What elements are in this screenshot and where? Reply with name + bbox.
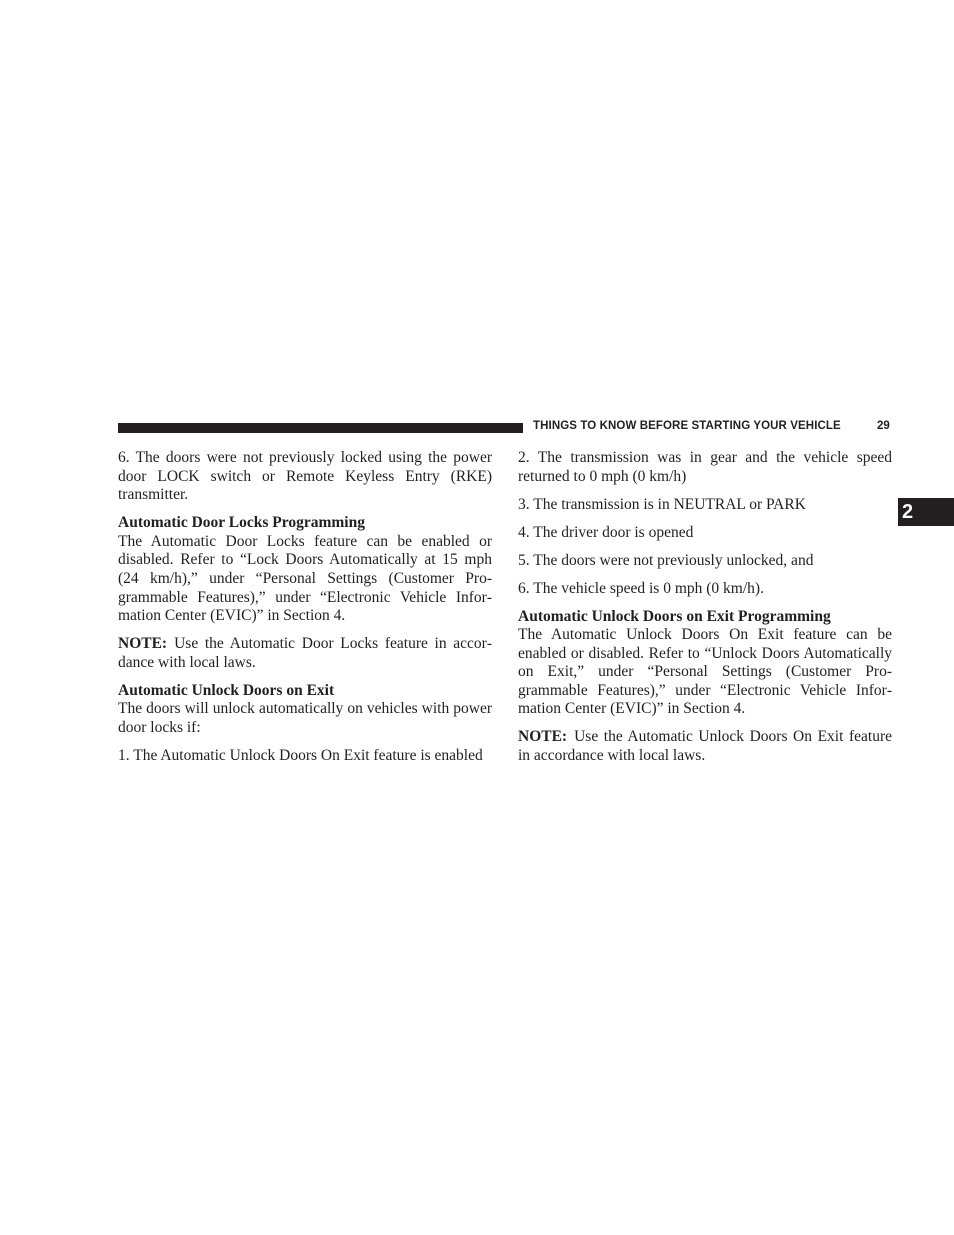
note-door-locks xyxy=(118,635,492,672)
paragraph-unlock-doors-intro: The doors will unlock automatically on vehicles with power door locks if: xyxy=(118,700,492,736)
running-header-title: THINGS TO KNOW BEFORE STARTING YOUR VEHICLE xyxy=(533,420,841,432)
heading-automatic-unlock-doors-on-exit: Automatic Unlock Doors on Exit xyxy=(118,681,335,699)
list-item-6-right: 6. The vehicle speed is 0 mph (0 km/h). xyxy=(518,579,764,597)
note-label: NOTE: xyxy=(518,728,568,746)
right-column xyxy=(518,449,892,775)
heading-automatic-door-locks-programming: Automatic Door Locks Programming xyxy=(118,514,365,532)
page-number: 29 xyxy=(877,420,890,432)
list-item-2: 2. The transmission was in gear and the vehicle speed returned to 0 mph (0 km/h) xyxy=(518,449,892,485)
left-column xyxy=(118,449,492,775)
list-item-1: 1. The Automatic Unlock Doors On Exit feature is enabled xyxy=(118,746,483,764)
note-unlock-doors xyxy=(518,728,892,765)
note-text: Use the Automatic Unlock Doors On Exit feature in accordance with local laws. xyxy=(518,728,892,765)
list-item-4: 4. The driver door is opened xyxy=(518,523,694,541)
heading-unlock-doors-on-exit-programming: Automatic Unlock Doors on Exit Programming xyxy=(518,607,831,625)
note-text: Use the Automatic Door Locks feature in accordance with local laws. xyxy=(118,635,492,671)
chapter-tab: 2 xyxy=(898,498,954,526)
list-item-5: 5. The doors were not previously unlocked, and xyxy=(518,551,814,569)
header-rule xyxy=(118,423,523,433)
note-label: NOTE: xyxy=(118,635,168,653)
list-item-6: 6. The doors were not previously locked using the power door LOCK switch or Remote Keyless Entry (RKE) transmitter. xyxy=(118,449,492,504)
list-item-3: 3. The transmission is in NEUTRAL or PARK xyxy=(518,495,806,513)
paragraph-door-locks-programming: The Automatic Door Locks feature can be enabled or disabled. Refer to “Lock Doors Automatically at 15 mph (24 km/h),” under “Personal Settings (Customer Programmable Features),” under “Electronic Vehicle Information Center (EVIC)” in Section 4. xyxy=(118,532,492,625)
paragraph-unlock-doors-programming: The Automatic Unlock Doors On Exit feature can be enabled or disabled. Refer to “Unlock Doors Automatically on Exit,” under “Personal Settings (Customer Programmable Features),” under “Electronic Vehicle Information Center (EVIC)” in Section 4. xyxy=(518,626,892,718)
